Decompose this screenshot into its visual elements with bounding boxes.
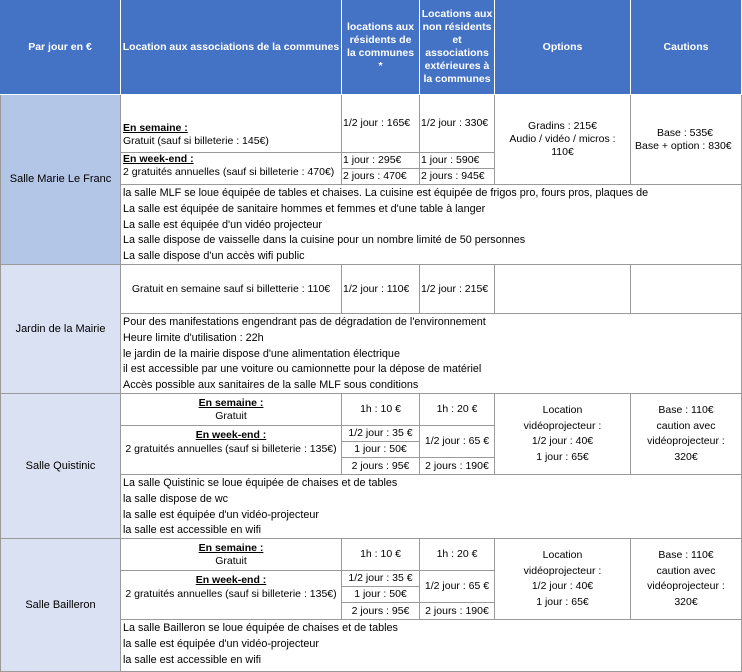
venue-name-bailleron: Salle Bailleron [0, 539, 121, 672]
quistinic-option-line: 1 jour : 65€ [536, 450, 589, 463]
bailleron-caution-line: Base : 110€ [658, 549, 714, 561]
quistinic-week-text: Gratuit [215, 409, 247, 422]
mlf-res-half: 1/2 jour : 165€ [342, 95, 420, 153]
jardin-note: le jardin de la mairie dispose d'une alimentation électrique [123, 347, 400, 360]
mlf-nonres-2days: 2 jours : 945€ [420, 169, 495, 185]
mlf-cautions [631, 95, 742, 185]
quistinic-note: la salle est équipée d'un vidéo-projecteur [123, 508, 319, 521]
mlf-note: la salle MLF se loue équipée de tables et chaises. La cuisine est équipée de frigos pro, fours pros, plaques de [123, 187, 649, 199]
quistinic-option-line: 1/2 jour : 40€ [531, 435, 594, 447]
bailleron-weekend-label: En week-end : [195, 574, 267, 586]
quistinic-notes [121, 475, 742, 539]
mlf-week-label: En semaine : [123, 122, 188, 134]
header-day: Par jour en € [0, 0, 121, 95]
mlf-nonres-half: 1/2 jour : 330€ [420, 95, 495, 153]
quistinic-cautions [631, 394, 742, 475]
quistinic-weekend-text: 2 gratuités annuelles (sauf si billeterie : 135€) [125, 443, 337, 455]
bailleron-res-half: 1/2 jour : 35 € [342, 571, 420, 587]
mlf-res-1day: 1 jour : 295€ [342, 153, 420, 169]
mlf-options [495, 95, 631, 185]
bailleron-note: La salle Bailleron se loue équipée de chaises et de tables [123, 622, 398, 634]
jardin-assoc: Gratuit en semaine sauf si billetterie : 110€ [121, 265, 342, 314]
bailleron-note: la salle est équipée d'un vidéo-projecteur [123, 637, 319, 650]
header-cautions: Cautions [631, 0, 742, 95]
mlf-note: La salle dispose de vaisselle dans la cuisine pour un nombre limité de 50 personnes [123, 234, 526, 247]
header-assoc: Location aux associations de la communes [121, 0, 342, 95]
quistinic-nonres-2days: 2 jours : 190€ [420, 458, 495, 475]
mlf-nonres-1day: 1 jour : 590€ [420, 153, 495, 169]
quistinic-options [495, 394, 631, 475]
quistinic-weekend-cell [121, 426, 342, 475]
quistinic-note: la salle est accessible en wifi [123, 524, 262, 537]
bailleron-option-line: Location [542, 549, 583, 561]
quistinic-option-line: Location [542, 404, 583, 416]
mlf-caution-line: Base + option : 830€ [635, 139, 732, 152]
mlf-option-line: 110€ [551, 146, 574, 158]
venue-name-quistinic: Salle Quistinic [0, 394, 121, 539]
mlf-weekend-text: 2 gratuités annuelles (sauf si billeterie : 470€) [123, 166, 335, 178]
bailleron-caution-line: 320€ [674, 595, 698, 608]
quistinic-res-1day: 1 jour : 50€ [342, 442, 420, 458]
jardin-note: Pour des manifestations engendrant pas de dégradation de l'environnement [123, 316, 486, 328]
quistinic-week-label: En semaine : [198, 396, 264, 409]
quistinic-nonres-1h: 1h : 20 € [420, 394, 495, 426]
quistinic-weekend-label: En week-end : [195, 429, 267, 441]
bailleron-option-line: 1/2 jour : 40€ [531, 580, 594, 592]
quistinic-week-cell [121, 394, 342, 426]
mlf-note: La salle est équipée d'un vidéo projecteur [123, 218, 322, 231]
jardin-note: Heure limite d'utilisation : 22h [123, 331, 264, 344]
bailleron-note: la salle est accessible en wifi [123, 653, 262, 666]
jardin-note: Accès possible aux sanitaires de la salle MLF sous conditions [123, 379, 419, 392]
mlf-week-cell [121, 95, 342, 153]
bailleron-notes [121, 620, 742, 672]
mlf-note: La salle est équipée de sanitaire hommes et femmes et d'une table à langer [123, 202, 486, 215]
quistinic-note: La salle Quistinic se loue équipée de chaises et de tables [123, 477, 398, 489]
mlf-notes [121, 185, 742, 265]
mlf-option-line: Audio / vidéo / micros : [509, 133, 616, 145]
bailleron-weekend-cell [121, 571, 342, 620]
venue-name-mlf: Salle Marie Le Franc [0, 95, 121, 265]
mlf-weekend-label: En week-end : [123, 153, 194, 165]
quistinic-caution-line: 320€ [674, 450, 698, 463]
mlf-note: La salle dispose d'un accès wifi public [123, 250, 305, 263]
header-options: Options [495, 0, 631, 95]
jardin-cautions-empty [631, 265, 742, 314]
bailleron-weekend-text: 2 gratuités annuelles (sauf si billeterie : 135€) [125, 588, 337, 600]
header-residents: locations aux résidents de la communes * [342, 0, 420, 95]
header-nonresidents: Locations aux non résidents et associations extérieures à la communes [420, 0, 495, 95]
bailleron-res-1day: 1 jour : 50€ [342, 587, 420, 603]
quistinic-res-2days: 2 jours : 95€ [342, 458, 420, 475]
jardin-nonres: 1/2 jour : 215€ [420, 265, 495, 314]
jardin-res: 1/2 jour : 110€ [342, 265, 420, 314]
bailleron-option-line: vidéoprojecteur : [523, 564, 602, 577]
bailleron-option-line: 1 jour : 65€ [536, 595, 589, 608]
mlf-caution-line: Base : 535€ [656, 126, 714, 139]
quistinic-nonres-half: 1/2 jour : 65 € [420, 426, 495, 458]
bailleron-nonres-half: 1/2 jour : 65 € [420, 571, 495, 603]
bailleron-nonres-1h: 1h : 20 € [420, 539, 495, 571]
quistinic-note: la salle dispose de wc [123, 492, 229, 505]
bailleron-cautions [631, 539, 742, 620]
bailleron-week-label: En semaine : [198, 541, 264, 554]
bailleron-caution-line: caution avec [656, 564, 716, 577]
mlf-weekend-cell [121, 153, 342, 185]
quistinic-res-half: 1/2 jour : 35 € [342, 426, 420, 442]
quistinic-res-1h: 1h : 10 € [342, 394, 420, 426]
bailleron-week-cell [121, 539, 342, 571]
quistinic-caution-line: vidéoprojecteur : [647, 435, 725, 447]
bailleron-res-2days: 2 jours : 95€ [342, 603, 420, 620]
mlf-week-text: Gratuit (sauf si billeterie : 145€) [123, 135, 269, 147]
bailleron-res-1h: 1h : 10 € [342, 539, 420, 571]
venue-name-jardin: Jardin de la Mairie [0, 265, 121, 394]
quistinic-option-line: vidéoprojecteur : [523, 419, 602, 432]
quistinic-caution-line: Base : 110€ [658, 404, 714, 416]
jardin-options-empty [495, 265, 631, 314]
bailleron-nonres-2days: 2 jours : 190€ [420, 603, 495, 620]
mlf-res-2days: 2 jours : 470€ [342, 169, 420, 185]
mlf-option-line: Gradins : 215€ [528, 120, 597, 132]
quistinic-caution-line: caution avec [656, 419, 716, 432]
bailleron-week-text: Gratuit [215, 554, 247, 567]
bailleron-options [495, 539, 631, 620]
jardin-notes [121, 314, 742, 394]
jardin-note: il est accessible par une voiture ou camionnette pour la dépose de matériel [123, 363, 482, 376]
bailleron-caution-line: vidéoprojecteur : [647, 580, 725, 592]
